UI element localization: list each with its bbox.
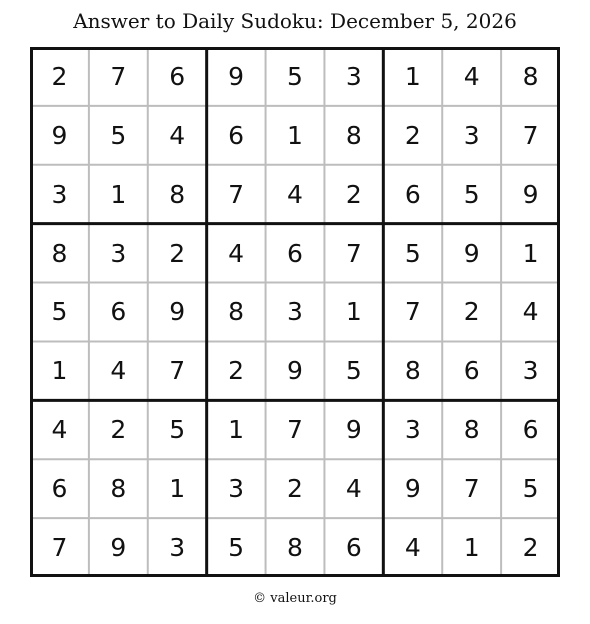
- sudoku-cell-r8c5: 2: [287, 474, 303, 504]
- sudoku-cell-r4c1: 8: [51, 238, 68, 268]
- sudoku-cell-r7c4: 1: [228, 415, 245, 445]
- sudoku-cell-r8c3: 1: [169, 474, 186, 504]
- sudoku-cell-r8c6: 4: [345, 474, 362, 504]
- sudoku-cell-r8c8: 7: [463, 474, 480, 504]
- sudoku-cell-r2c4: 6: [228, 120, 245, 150]
- sudoku-cell-r5c1: 5: [51, 297, 68, 327]
- sudoku-cell-r9c9: 2: [522, 533, 539, 563]
- sudoku-cell-r9c5: 8: [287, 533, 303, 563]
- sudoku-cell-r1c2: 7: [110, 61, 127, 91]
- sudoku-cell-r2c7: 2: [404, 120, 421, 150]
- sudoku-cell-r4c6: 7: [345, 238, 362, 268]
- sudoku-cell-r8c4: 3: [228, 474, 245, 504]
- sudoku-cell-r3c2: 1: [110, 179, 127, 209]
- sudoku-cell-r4c7: 5: [404, 238, 421, 268]
- sudoku-cell-r7c2: 2: [110, 415, 127, 445]
- sudoku-cell-r7c5: 7: [287, 415, 303, 445]
- sudoku-cell-r5c8: 2: [463, 297, 480, 327]
- sudoku-cell-r3c3: 8: [169, 179, 186, 209]
- sudoku-cell-r2c1: 9: [51, 120, 68, 150]
- sudoku-cell-r2c5: 1: [287, 120, 303, 150]
- sudoku-cell-r2c8: 3: [463, 120, 480, 150]
- sudoku-cell-r8c7: 9: [404, 474, 421, 504]
- sudoku-cell-r5c4: 8: [228, 297, 245, 327]
- sudoku-cell-r9c7: 4: [404, 533, 421, 563]
- sudoku-cell-r7c3: 5: [169, 415, 186, 445]
- sudoku-cell-r1c5: 5: [287, 61, 303, 91]
- sudoku-cell-r4c9: 1: [522, 238, 539, 268]
- copyright-footer: © valeur.org: [253, 591, 337, 606]
- sudoku-cell-r4c8: 9: [463, 238, 480, 268]
- puzzle-title: Answer to Daily Sudoku: December 5, 2026: [73, 9, 517, 33]
- sudoku-cell-r1c6: 3: [345, 61, 362, 91]
- sudoku-cell-r9c1: 7: [51, 533, 68, 563]
- sudoku-cell-r1c4: 9: [228, 61, 245, 91]
- sudoku-cell-r7c6: 9: [345, 415, 362, 445]
- sudoku-cell-r6c6: 5: [345, 356, 362, 386]
- sudoku-cell-r1c8: 4: [463, 61, 480, 91]
- sudoku-cell-r8c9: 5: [522, 474, 539, 504]
- sudoku-cell-r9c2: 9: [110, 533, 127, 563]
- sudoku-cell-r6c4: 2: [228, 356, 245, 386]
- sudoku-cell-r1c9: 8: [522, 61, 539, 91]
- sudoku-cell-r3c7: 6: [404, 179, 421, 209]
- sudoku-cell-r5c7: 7: [404, 297, 421, 327]
- sudoku-cell-r7c7: 3: [404, 415, 421, 445]
- sudoku-cell-r3c6: 2: [345, 179, 362, 209]
- sudoku-cell-r6c9: 3: [522, 356, 539, 386]
- sudoku-cell-r2c2: 5: [110, 120, 127, 150]
- sudoku-cell-r1c7: 1: [404, 61, 421, 91]
- sudoku-cell-r7c9: 6: [522, 415, 539, 445]
- sudoku-cell-r9c6: 6: [345, 533, 362, 563]
- sudoku-cell-r3c9: 9: [522, 179, 539, 209]
- sudoku-cell-r6c2: 4: [110, 356, 127, 386]
- sudoku-cell-r6c8: 6: [463, 356, 480, 386]
- sudoku-cell-r3c4: 7: [228, 179, 245, 209]
- sudoku-cell-r5c3: 9: [169, 297, 186, 327]
- sudoku-cell-r4c5: 6: [287, 238, 303, 268]
- sudoku-cell-r1c1: 2: [51, 61, 68, 91]
- sudoku-cell-r8c2: 8: [110, 474, 127, 504]
- sudoku-cell-r4c2: 3: [110, 238, 127, 268]
- sudoku-cell-r9c3: 3: [169, 533, 186, 563]
- sudoku-cell-r3c8: 5: [463, 179, 480, 209]
- sudoku-cell-r7c8: 8: [463, 415, 480, 445]
- sudoku-cell-r1c3: 6: [169, 61, 186, 91]
- sudoku-cell-r3c1: 3: [51, 179, 68, 209]
- sudoku-cell-r5c9: 4: [522, 297, 539, 327]
- sudoku-cell-r3c5: 4: [287, 179, 303, 209]
- sudoku-cell-r4c4: 4: [228, 238, 245, 268]
- sudoku-cell-r5c5: 3: [287, 297, 303, 327]
- sudoku-cell-r6c3: 7: [169, 356, 186, 386]
- sudoku-cell-r6c1: 1: [51, 356, 68, 386]
- sudoku-cell-r9c8: 1: [463, 533, 480, 563]
- sudoku-cell-r5c2: 6: [110, 297, 127, 327]
- sudoku-cell-r2c3: 4: [169, 120, 186, 150]
- sudoku-cell-r5c6: 1: [345, 297, 362, 327]
- sudoku-cell-r7c1: 4: [51, 415, 68, 445]
- sudoku-cell-r4c3: 2: [169, 238, 186, 268]
- sudoku-cell-r6c7: 8: [404, 356, 421, 386]
- sudoku-cell-r2c9: 7: [522, 120, 539, 150]
- sudoku-board: [30, 47, 560, 577]
- sudoku-cell-r2c6: 8: [345, 120, 362, 150]
- sudoku-cell-r6c5: 9: [287, 356, 303, 386]
- sudoku-cell-r8c1: 6: [51, 474, 68, 504]
- sudoku-cell-r9c4: 5: [228, 533, 245, 563]
